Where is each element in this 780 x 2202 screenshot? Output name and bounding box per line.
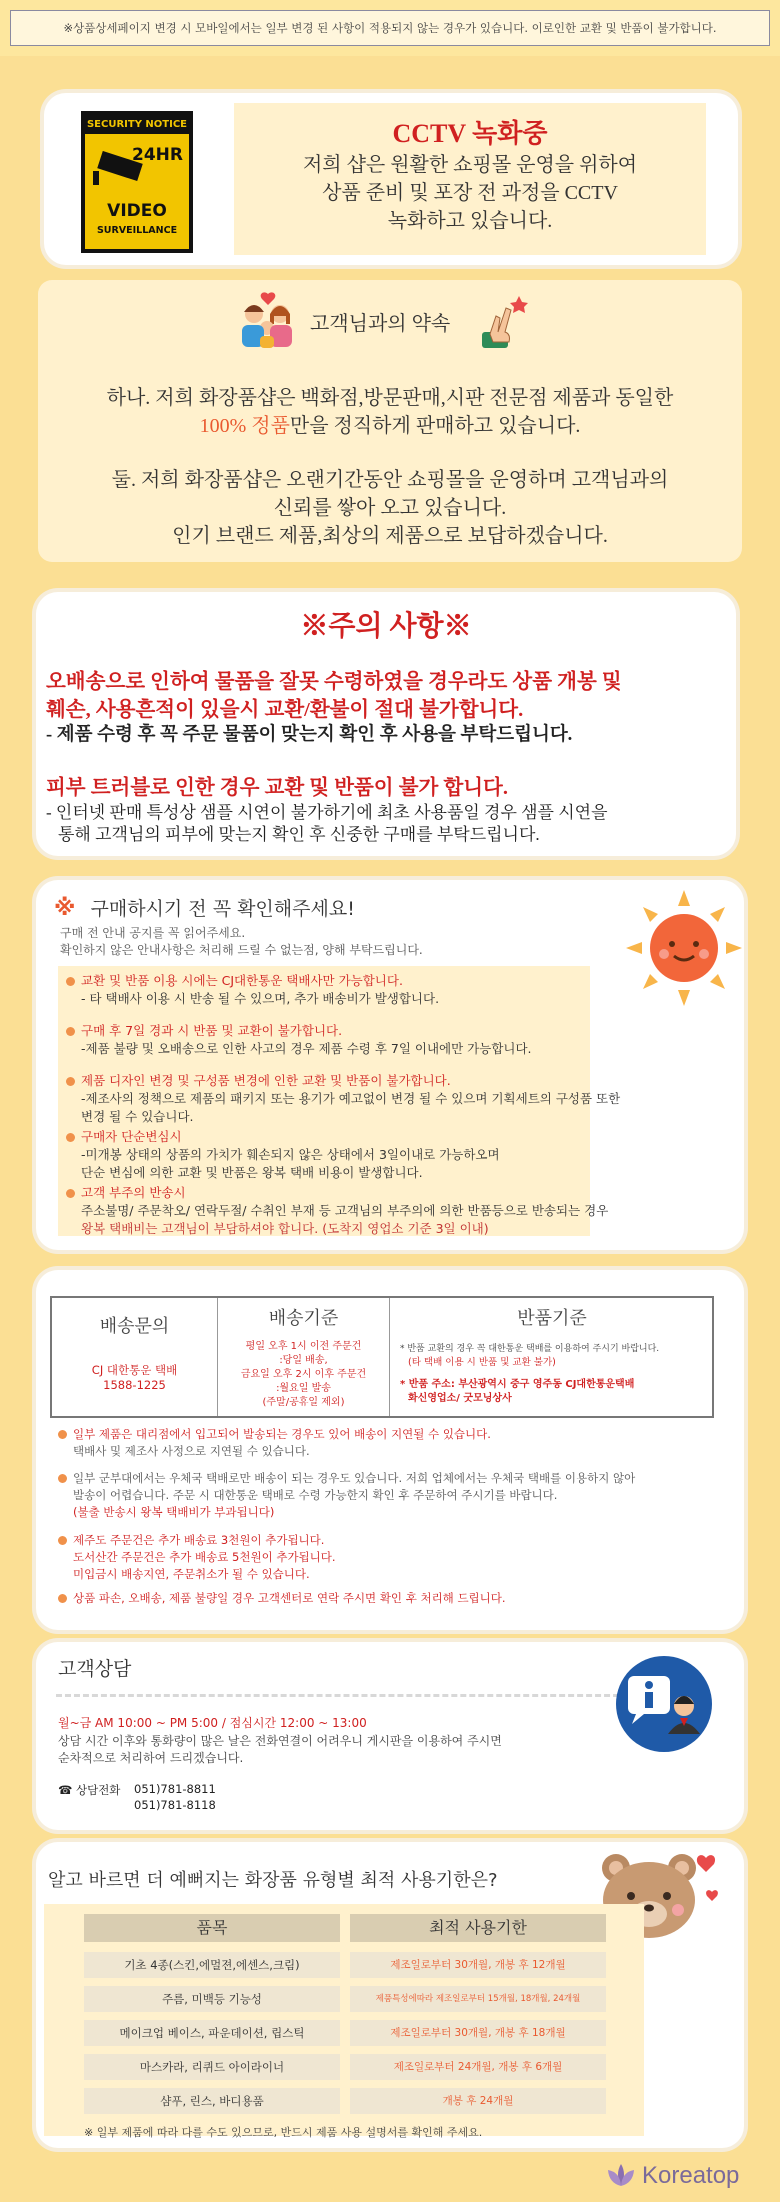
cs-card <box>36 1642 744 1830</box>
check-item-line: - 타 택배사 이용 시 반송 될 수 있으며, 추가 배송비가 발생합니다. <box>81 991 440 1006</box>
standard-line: 금요일 오후 2시 이후 주문건 <box>240 1369 367 1380</box>
sign-line-2: 24HR <box>132 145 183 165</box>
top-notice-text: ※상품상세페이지 변경 시 모바일에서는 일부 변경 된 사항이 적용되지 않는 경우가 있습니다. 이로인한 교환 및 반품이 불가합니다. <box>10 10 770 46</box>
bullet-dot <box>58 1536 67 1545</box>
shipping-note-line: 발송이 어렵습니다. 주문 시 대한통운 택배로 수령 가능한지 확인 후 주문하여 주시기를 바랍니다. <box>73 1488 558 1502</box>
cs-phone-label: ☎ 상담전화 <box>58 1783 121 1797</box>
cs-phone-2[interactable]: 051)781-8118 <box>134 1798 216 1812</box>
expiry-row-period: 제조일로부터 30개월, 개봉 후 18개월 <box>350 2020 606 2046</box>
expiry-row-period: 제조일로부터 24개월, 개봉 후 6개월 <box>350 2054 606 2080</box>
expiry-title: 알고 바르면 더 예뻐지는 화장품 유형별 최적 사용기한은? <box>48 1870 498 1891</box>
check-item-head: 교환 및 반품 이용 시에는 CJ대한통운 택배사만 가능합니다. <box>81 973 403 988</box>
caution-card <box>36 592 736 856</box>
promise-title: 고객님과의 약속 <box>310 313 451 335</box>
check-item-5 <box>66 1184 608 1238</box>
standard-line: :월요일 발송 <box>276 1383 331 1394</box>
expiry-row-item: 메이크업 베이스, 파운데이션, 립스틱 <box>84 2020 340 2046</box>
expiry-row-period: 개봉 후 24개월 <box>350 2088 606 2114</box>
shipping-header-return: 반품기준 <box>517 1308 587 1328</box>
cs-title: 고객상담 <box>58 1658 132 1680</box>
shipping-note-line: (불출 반송시 왕복 택배비가 부과됩니다) <box>73 1505 275 1519</box>
shipping-note-4 <box>58 1590 506 1607</box>
bullet-dot <box>66 977 75 986</box>
caution-warn1-line2: 훼손, 사용흔적이 있을시 교환/환불이 절대 불가합니다. <box>46 699 524 721</box>
bullet-dot <box>66 1189 75 1198</box>
promise-p1-line2 <box>38 412 742 440</box>
expiry-card <box>36 1842 744 2148</box>
check-item-head: 구매자 단순변심시 <box>81 1129 182 1144</box>
check-item-4 <box>66 1128 500 1182</box>
bullet-dot <box>58 1430 67 1439</box>
promise-p1-line1: 하나. 저희 화장품샵은 백화점,방문판매,시판 전문점 제품과 동일한 <box>106 387 674 409</box>
caution-title: ※주의 사항※ <box>300 611 472 642</box>
brand-name: Koreatop <box>642 2162 740 2189</box>
check-item-line: -제품 불량 및 오배송으로 인한 사고의 경우 제품 수령 후 7일 이내에만 가능합니다. <box>81 1041 532 1056</box>
shipping-note-3 <box>58 1532 336 1583</box>
promise-p1-rest: 만을 정직하게 판매하고 있습니다. <box>289 415 581 437</box>
courier-phone: 1588-1225 <box>103 1378 166 1392</box>
expiry-header-period: 최적 사용기한 <box>350 1914 606 1942</box>
cs-phone-1[interactable]: 051)781-8811 <box>134 1782 216 1796</box>
shipping-table <box>50 1296 714 1418</box>
shipping-note-line: 일부 제품은 대리점에서 입고되어 발송되는 경우도 있어 배송이 지연될 수 있습니다. <box>73 1427 491 1441</box>
shipping-col-contact <box>52 1298 218 1416</box>
check-sub-1: 구매 전 안내 공지를 꼭 읽어주세요. <box>60 926 246 940</box>
caution-note2-line1: - 인터넷 판매 특성상 샘플 시연이 불가하기에 최초 사용품일 경우 샘플 시연을 <box>46 803 608 822</box>
expiry-row-item: 마스카라, 리퀴드 아이라이너 <box>84 2054 340 2080</box>
cctv-text-box <box>234 103 706 255</box>
shipping-note-line: 제주도 주문건은 추가 배송료 3천원이 추가됩니다. <box>73 1533 325 1547</box>
cs-desc-2: 순차적으로 처리하여 드리겠습니다. <box>58 1751 244 1765</box>
shipping-header-standard: 배송기준 <box>268 1308 339 1328</box>
cctv-body-2: 상품 준비 및 포장 전 과정을 CCTV <box>322 182 618 204</box>
shipping-note-line: 미입금시 배송지연, 주문취소가 될 수 있습니다. <box>73 1567 310 1581</box>
check-item-2 <box>66 1022 532 1058</box>
lotus-icon <box>604 2162 638 2190</box>
expiry-header-item: 품목 <box>84 1914 340 1942</box>
promise-hand-icon <box>478 292 530 350</box>
brand-logo <box>604 2158 739 2194</box>
shipping-col-standard <box>218 1298 390 1416</box>
standard-line: (주말/공휴일 제외) <box>262 1397 345 1408</box>
promise-p2-line3: 인기 브랜드 제품,최상의 제품으로 보답하겠습니다. <box>172 525 608 547</box>
cs-divider <box>56 1694 646 1697</box>
check-card <box>36 880 744 1250</box>
check-mark: ※ <box>54 896 76 921</box>
info-agent-icon <box>614 1654 714 1754</box>
shipping-card <box>36 1270 744 1630</box>
cctv-title: CCTV 녹화중 <box>392 119 548 148</box>
expiry-row-item: 기초 4종(스킨,에멀젼,에센스,크림) <box>84 1952 340 1978</box>
promise-p2-line2: 신뢰를 쌓아 오고 있습니다. <box>273 497 507 519</box>
sign-line-3: VIDEO <box>107 201 167 221</box>
bullet-dot <box>58 1594 67 1603</box>
check-item-line: 단순 변심에 의한 교환 및 반품은 왕복 택배 비용이 발생합니다. <box>81 1165 423 1180</box>
check-item-line: -미개봉 상태의 상품의 가치가 훼손되지 않은 상태에서 3일이내로 가능하오며 <box>81 1147 500 1162</box>
check-item-head: 제품 디자인 변경 및 구성품 변경에 인한 교환 및 반품이 불가합니다. <box>81 1073 451 1088</box>
bullet-dot <box>66 1077 75 1086</box>
shipping-note-1 <box>58 1426 491 1460</box>
family-icon <box>234 292 302 350</box>
check-title-row <box>54 894 355 921</box>
sun-icon <box>624 888 744 1008</box>
cs-desc-1: 상담 시간 이후와 통화량이 많은 날은 전화연결이 어려우니 게시판을 이용하여 주시면 <box>58 1734 502 1748</box>
shipping-note-line: 택배사 및 제조사 사정으로 지연될 수 있습니다. <box>73 1444 310 1458</box>
check-item-head: 구매 후 7일 경과 시 반품 및 교환이 불가합니다. <box>81 1023 343 1038</box>
shipping-note-2 <box>58 1470 635 1521</box>
sign-line-1: SECURITY NOTICE <box>85 115 189 134</box>
check-sub-2: 확인하지 않은 안내사항은 처리해 드릴 수 없는점, 양해 부탁드립니다. <box>60 943 423 957</box>
return-address: * 반품 주소: 부산광역시 중구 영주동 CJ대한통운택배 <box>400 1379 635 1390</box>
expiry-row-item: 주름, 미백등 기능성 <box>84 1986 340 2012</box>
check-item-line: 주소불명/ 주문착오/ 연락두절/ 수취인 부재 등 고객님의 부주의에 의한 반품등으로 반송되는 경우 <box>81 1203 609 1218</box>
expiry-row-period: 제품특성에따라 제조일로부터 15개월, 18개월, 24개월 <box>350 1986 606 2012</box>
check-item-3 <box>66 1072 620 1126</box>
check-item-line: 왕복 택배비는 고객님이 부담하셔야 합니다. (도착지 영업소 기준 3일 이내) <box>81 1221 489 1236</box>
top-notice-bar <box>0 0 780 56</box>
return-address: 화신영업소/ 굿모닝상사 <box>408 1393 512 1404</box>
check-item-line: 변경 될 수 있습니다. <box>81 1109 194 1124</box>
shipping-note-line: 도서산간 주문건은 추가 배송료 5천원이 추가됩니다. <box>73 1550 336 1564</box>
courier-name: CJ 대한통운 택배 <box>91 1363 178 1377</box>
sign-line-4: SURVEILLANCE <box>96 225 178 236</box>
bullet-dot <box>66 1027 75 1036</box>
caution-note2-line2: 통해 고객님의 피부에 맞는지 확인 후 신중한 구매를 부탁드립니다. <box>58 825 540 844</box>
promise-section <box>38 280 742 562</box>
bullet-dot <box>58 1474 67 1483</box>
standard-line: :당일 배송, <box>279 1355 328 1366</box>
check-title: 구매하시기 전 꼭 확인해주세요! <box>90 898 355 920</box>
cs-hours: 월~금 AM 10:00 ~ PM 5:00 / 점심시간 12:00 ~ 13:00 <box>58 1716 367 1730</box>
return-line: * 반품 교환의 경우 꼭 대한통운 택배를 이용하여 주시기 바랍니다. <box>400 1344 660 1354</box>
shipping-col-return <box>390 1298 712 1416</box>
standard-line: 평일 오후 1시 이전 주문건 <box>245 1341 362 1352</box>
return-line: (타 택배 이용 시 반품 및 교환 불가) <box>408 1357 556 1368</box>
shipping-header-contact: 배송문의 <box>99 1316 170 1336</box>
expiry-footnote: ※ 일부 제품에 따라 다를 수도 있으므로, 반드시 제품 사용 설명서를 확인해 주세요. <box>84 2126 483 2139</box>
cctv-body-3: 녹화하고 있습니다. <box>387 210 553 232</box>
cctv-body-1: 저희 샵은 원활한 쇼핑몰 운영을 위하여 <box>302 154 638 176</box>
cctv-card <box>44 93 738 265</box>
caution-warn1-line1: 오배송으로 인하여 물품을 잘못 수령하였을 경우라도 상품 개봉 및 <box>46 671 622 693</box>
security-sign-image <box>81 111 193 253</box>
shipping-note-line: 상품 파손, 오배송, 제품 불량일 경우 고객센터로 연락 주시면 확인 후 처리해 드립니다. <box>73 1591 506 1605</box>
promise-p2-line1: 둘. 저희 화장품샵은 오랜기간동안 쇼핑몰을 운영하며 고객님과의 <box>111 469 669 491</box>
expiry-row-item: 샴푸, 린스, 바디용품 <box>84 2088 340 2114</box>
expiry-row-period: 제조일로부터 30개월, 개봉 후 12개월 <box>350 1952 606 1978</box>
caution-note1: - 제품 수령 후 꼭 주문 물품이 맞는지 확인 후 사용을 부탁드립니다. <box>46 725 573 745</box>
check-item-head: 고객 부주의 반송시 <box>81 1185 186 1200</box>
bullet-dot <box>66 1133 75 1142</box>
check-item-1 <box>66 972 439 1008</box>
genuine-highlight: 100% 정품 <box>199 415 290 437</box>
check-item-line: -제조사의 정책으로 제품의 패키지 또는 용기가 예고없이 변경 될 수 있으며 기획세트의 구성품 또한 <box>81 1091 621 1106</box>
caution-warn2: 피부 트러블로 인한 경우 교환 및 반품이 불가 합니다. <box>46 777 508 799</box>
shipping-note-line: 일부 군부대에서는 우체국 택배로만 배송이 되는 경우도 있습니다. 저희 업체에서는 우체국 택배를 이용하지 않아 <box>73 1471 636 1485</box>
camera-icon <box>91 151 151 185</box>
